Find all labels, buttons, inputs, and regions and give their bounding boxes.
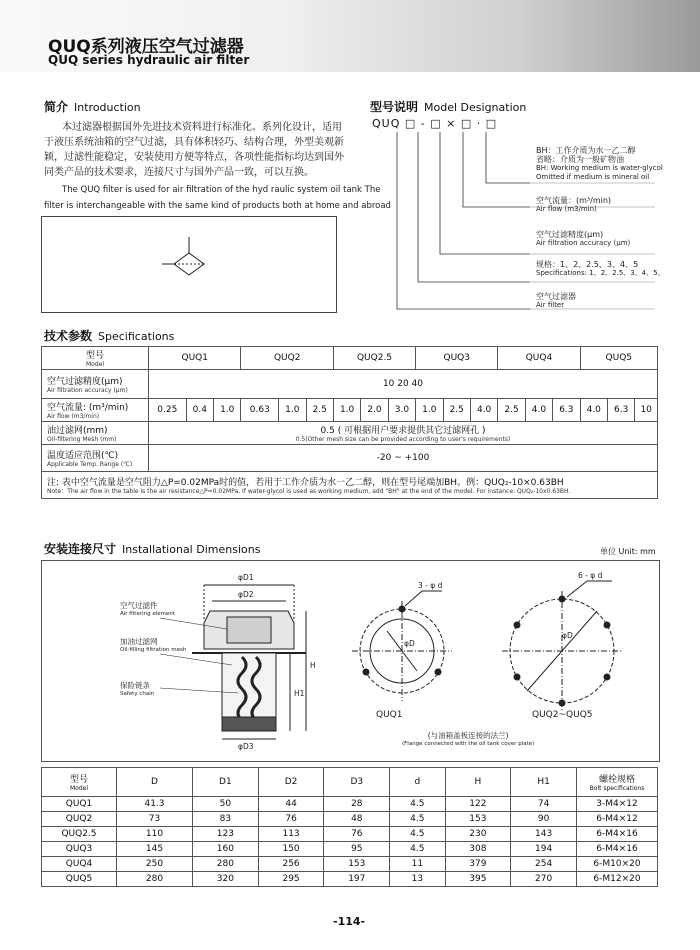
install-heading — [44, 540, 260, 557]
dim-cell: 150 — [258, 842, 324, 857]
spec-temp-label — [42, 445, 149, 472]
label-flange-cn: (与油箱盖板连接的法兰) — [427, 731, 509, 740]
spec-acc-label — [42, 370, 149, 399]
page-number: -114- — [333, 915, 366, 928]
spec-row-temp — [42, 445, 658, 472]
dim-cell: 6-M4×16 — [577, 827, 658, 842]
model-acc-cn: 空气过滤精度(μm) — [536, 230, 604, 239]
dimension-table — [41, 767, 658, 887]
dim-cell: 254 — [511, 857, 577, 872]
model-title-en: Model Designation — [424, 101, 527, 114]
dim-cell: 4.5 — [390, 842, 445, 857]
dim-cell: QUQ1 — [42, 797, 117, 812]
model-filter-cn: 空气过滤器 — [536, 292, 576, 301]
spec-model-2: QUQ2 — [241, 347, 333, 370]
spec-flow-cell: 6.3 — [607, 399, 634, 422]
dim-bolt-en: Bolt specifications — [589, 785, 645, 792]
spec-flow-cell: 0.4 — [186, 399, 213, 422]
model-item-flow — [536, 196, 611, 214]
spec-temp-value: -20 ~ +100 — [149, 445, 658, 472]
dim-cell: 123 — [193, 827, 259, 842]
dim-cell: 6-M12×20 — [577, 872, 658, 887]
spec-mesh-cn: 油过滤网(mm) — [47, 426, 108, 436]
spec-flow-cell: 1.0 — [416, 399, 443, 422]
label-mesh-en: Oil-filling filtration mesh — [120, 647, 187, 653]
dim-cell: 320 — [193, 872, 259, 887]
dim-cell: 41.3 — [117, 797, 193, 812]
dim-cell: 83 — [193, 812, 259, 827]
spec-temp-cn: 温度适应范围(℃) — [47, 451, 119, 461]
spec-mesh-en: Oil-filtering Mesh (mm) — [47, 436, 117, 443]
dim-cell: QUQ3 — [42, 842, 117, 857]
dim-cell: 13 — [390, 872, 445, 887]
label-q1-phid: φD — [404, 639, 415, 648]
dim-cell: 143 — [511, 827, 577, 842]
model-title-cn: 型号说明 — [370, 100, 419, 114]
dim-cell: 113 — [258, 827, 324, 842]
intro-en-line-2: filter is interchangeable with the same kind of products both at home and abroad — [44, 201, 391, 211]
dim-cell: 153 — [445, 812, 511, 827]
dim-cell: 308 — [445, 842, 511, 857]
spec-mesh-label — [42, 422, 149, 445]
dim-cell: QUQ2.5 — [42, 827, 117, 842]
spec-row-accuracy — [42, 370, 658, 399]
dim-cell: 250 — [117, 857, 193, 872]
dim-bolt-cn: 螺栓规格 — [598, 775, 635, 785]
spec-table — [41, 346, 658, 499]
dim-cell: 280 — [117, 872, 193, 887]
intro-en-line-1: The QUQ filter is used for air filtration of the hyd raulic system oil tank The — [62, 185, 381, 195]
spec-flow-label — [42, 399, 149, 422]
unit-label: 单位 Unit: mm — [600, 547, 656, 556]
label-element-cn: 空气过滤件 — [120, 601, 158, 610]
spec-model-header — [42, 347, 149, 370]
spec-flow-cell: 4.0 — [580, 399, 607, 422]
spec-model-en: Model — [85, 361, 104, 368]
label-d3: φD3 — [238, 742, 254, 751]
spec-note-en: Note：The air flow in the table is the air resistance△P=0.02MPa. If water-glycol is used as working medium, add "BH" at the end of the model. For instance: QUQ₂-10x0.63BH. — [47, 488, 571, 495]
spec-note-cn: 注: 表中空气流量是空气阻力△P=0.02MPa时的值，若用于工作介质为水一乙二醇，则在型号尾端加BH。例：QUQ₂-10×0.63BH — [47, 478, 564, 488]
spec-mesh-val-en: 0.5(Other mesh size can be provided according to user's requirements) — [295, 436, 511, 443]
dim-cell: 11 — [390, 857, 445, 872]
spec-flow-cell: 2.5 — [443, 399, 470, 422]
dim-cell: 194 — [511, 842, 577, 857]
dim-col-header: D — [117, 768, 193, 797]
dim-cell: 122 — [445, 797, 511, 812]
dim-cell: 379 — [445, 857, 511, 872]
dim-cell: 3-M4×12 — [577, 797, 658, 812]
dim-cell: 110 — [117, 827, 193, 842]
table-row — [42, 827, 658, 842]
spec-flow-cn: 空气流量: (m³/min) — [47, 403, 129, 413]
spec-acc-value: 10 20 40 — [149, 370, 658, 399]
label-mesh-cn: 加油过滤网 — [120, 637, 158, 646]
dim-header-row — [42, 768, 658, 797]
spec-acc-en: Air filtration accuracy (μm) — [47, 387, 128, 394]
dim-cell: 160 — [193, 842, 259, 857]
dim-model-header — [42, 768, 117, 797]
spec-flow-cell: 1.0 — [333, 399, 360, 422]
spec-flow-cell: 2.0 — [361, 399, 388, 422]
label-q2-phid: φD — [562, 631, 573, 640]
spec-flow-cell: 3.0 — [388, 399, 415, 422]
spec-model-1: QUQ1 — [149, 347, 241, 370]
intro-cn-line-3: 颖，过滤性能稳定，安装使用方便等特点，各项性能指标均达到国外 — [44, 152, 344, 163]
model-flow-cn: 空气流量：(m³/min) — [536, 196, 612, 205]
dim-bolt-header — [577, 768, 658, 797]
dim-cell: 6-M4×12 — [577, 812, 658, 827]
model-code: QUQ □ - □ × □ · □ — [372, 117, 498, 130]
dim-cell: 6-M4×16 — [577, 842, 658, 857]
model-item-spec — [536, 260, 665, 278]
dim-cell: QUQ2 — [42, 812, 117, 827]
model-item-filter — [536, 292, 576, 310]
label-chain-en: Safety chain — [120, 691, 155, 697]
dim-col-header: H1 — [511, 768, 577, 797]
dim-col-header: H — [445, 768, 511, 797]
spec-note — [42, 472, 658, 499]
dim-cell: 145 — [117, 842, 193, 857]
table-row — [42, 842, 658, 857]
dim-cell: 28 — [324, 797, 390, 812]
model-bh-en: BH: Working medium is water-glycol — [536, 164, 663, 172]
dim-cell: 230 — [445, 827, 511, 842]
dim-cell: 48 — [324, 812, 390, 827]
model-bh-cn2: 省略：介质为一般矿物油 — [536, 155, 624, 164]
model-item-accuracy — [536, 230, 630, 248]
label-q2-holes: 6 - φ d — [578, 571, 603, 580]
install-title-cn: 安装连接尺寸 — [44, 542, 117, 556]
spec-flow-cell: 1.0 — [214, 399, 241, 422]
model-spec-en: Specifications: 1、2、2.5、3、4、5、 — [536, 269, 665, 277]
model-bh-en2: Omitted if medium is mineral oil — [536, 173, 650, 181]
spec-flow-cell: 6.3 — [553, 399, 580, 422]
spec-flow-cell: 10 — [635, 399, 658, 422]
table-row — [42, 872, 658, 887]
dim-cell: 44 — [258, 797, 324, 812]
spec-mesh-value — [149, 422, 658, 445]
table-row — [42, 812, 658, 827]
dim-cell: 270 — [511, 872, 577, 887]
installation-drawing — [41, 560, 660, 762]
intro-cn-line-2: 于液压系统油箱的空气过滤，具有体积轻巧、结构合理，外型美观新 — [44, 137, 344, 148]
model-spec-cn: 规格：1、2、2.5、3、4、5 — [536, 260, 639, 269]
dim-cell: 76 — [258, 812, 324, 827]
label-q1: QUQ1 — [376, 710, 403, 720]
title-cn: QUQ系列液压空气过滤器 — [48, 37, 244, 57]
spec-row-mesh — [42, 422, 658, 445]
label-element — [120, 601, 175, 619]
intro-cn-line-1: 本过滤器根据国外先进技术资料进行标准化、系列化设计，适用 — [62, 122, 342, 133]
dim-cell: 197 — [324, 872, 390, 887]
label-chain — [120, 681, 154, 699]
spec-heading — [44, 327, 174, 344]
model-flow-en: Air flow (m3/min) — [536, 205, 597, 213]
dim-cell: 395 — [445, 872, 511, 887]
label-d1: φD1 — [238, 573, 254, 582]
dim-cell: 73 — [117, 812, 193, 827]
label-h: H — [310, 661, 316, 670]
spec-flow-en: Air flow (m3/min) — [47, 413, 100, 420]
spec-model-cn: 型号 — [85, 351, 104, 361]
dim-cell: 6-M10×20 — [577, 857, 658, 872]
dim-cell: 4.5 — [390, 797, 445, 812]
spec-title-en: Specifications — [98, 330, 175, 343]
dim-cell: 90 — [511, 812, 577, 827]
dim-cell: 95 — [324, 842, 390, 857]
spec-title-cn: 技术参数 — [44, 329, 93, 343]
dim-cell: 280 — [193, 857, 259, 872]
filter-drawing-icon — [42, 561, 659, 761]
model-acc-en: Air filtration accuracy (μm) — [536, 239, 631, 247]
label-flange — [402, 731, 534, 749]
spec-row-model — [42, 347, 658, 370]
dim-cell: 4.5 — [390, 812, 445, 827]
dim-cell: 4.5 — [390, 827, 445, 842]
label-d2: φD2 — [238, 590, 254, 599]
dim-cell: QUQ4 — [42, 857, 117, 872]
dim-model-cn: 型号 — [69, 775, 88, 785]
label-chain-cn: 保险链条 — [120, 681, 150, 690]
model-item-bh — [536, 146, 663, 182]
dim-col-header: D1 — [193, 768, 259, 797]
spec-acc-cn: 空气过滤精度(μm) — [47, 377, 123, 387]
dim-cell: QUQ5 — [42, 872, 117, 887]
dim-model-en: Model — [69, 785, 88, 792]
spec-flow-cell: 2.5 — [306, 399, 333, 422]
dim-cell: 50 — [193, 797, 259, 812]
spec-row-flow — [42, 399, 658, 422]
spec-model-5: QUQ4 — [498, 347, 580, 370]
label-mesh — [120, 637, 186, 655]
label-q2: QUQ2~QUQ5 — [532, 710, 593, 720]
dim-cell: 295 — [258, 872, 324, 887]
label-h1: H1 — [294, 689, 305, 698]
spec-mesh-val-cn: 0.5 ( 可根据用户要求提供其它过滤网孔 ) — [320, 426, 486, 436]
dim-cell: 76 — [324, 827, 390, 842]
spec-flow-cell: 4.0 — [525, 399, 552, 422]
title-en: QUQ series hydraulic air filter — [48, 53, 250, 67]
spec-model-4: QUQ3 — [416, 347, 498, 370]
spec-temp-en: Applicable Temp. Range (℃) — [47, 461, 133, 468]
intro-title-en: Introduction — [74, 101, 141, 114]
dim-col-header: D2 — [258, 768, 324, 797]
spec-model-6: QUQ5 — [580, 347, 657, 370]
intro-title-cn: 简介 — [44, 100, 69, 114]
spec-flow-cell: 0.63 — [241, 399, 279, 422]
model-filter-en: Air filter — [536, 301, 565, 309]
dim-col-header: D3 — [324, 768, 390, 797]
label-flange-en: (Flange connected with the oil tank cover plate) — [402, 741, 535, 747]
model-bh-cn: BH：工作介质为水一乙二醇 — [536, 146, 636, 155]
table-row — [42, 797, 658, 812]
label-q1-holes: 3 - φ d — [418, 581, 443, 590]
spec-flow-cell: 4.0 — [470, 399, 497, 422]
dim-cell: 74 — [511, 797, 577, 812]
spec-flow-cell: 2.5 — [498, 399, 525, 422]
table-row — [42, 857, 658, 872]
label-element-en: Air filtering element — [120, 611, 176, 617]
spec-flow-cell: 0.25 — [149, 399, 187, 422]
dim-cell: 256 — [258, 857, 324, 872]
dim-cell: 153 — [324, 857, 390, 872]
dim-col-header: d — [390, 768, 445, 797]
spec-model-3: QUQ2.5 — [333, 347, 415, 370]
spec-row-note — [42, 472, 658, 499]
intro-cn-line-4: 同类产品的技术要求，连接尺寸与国外产品一致，可以互换。 — [44, 167, 314, 178]
spec-flow-cell: 1.0 — [279, 399, 306, 422]
install-title-en: Installational Dimensions — [122, 543, 261, 556]
